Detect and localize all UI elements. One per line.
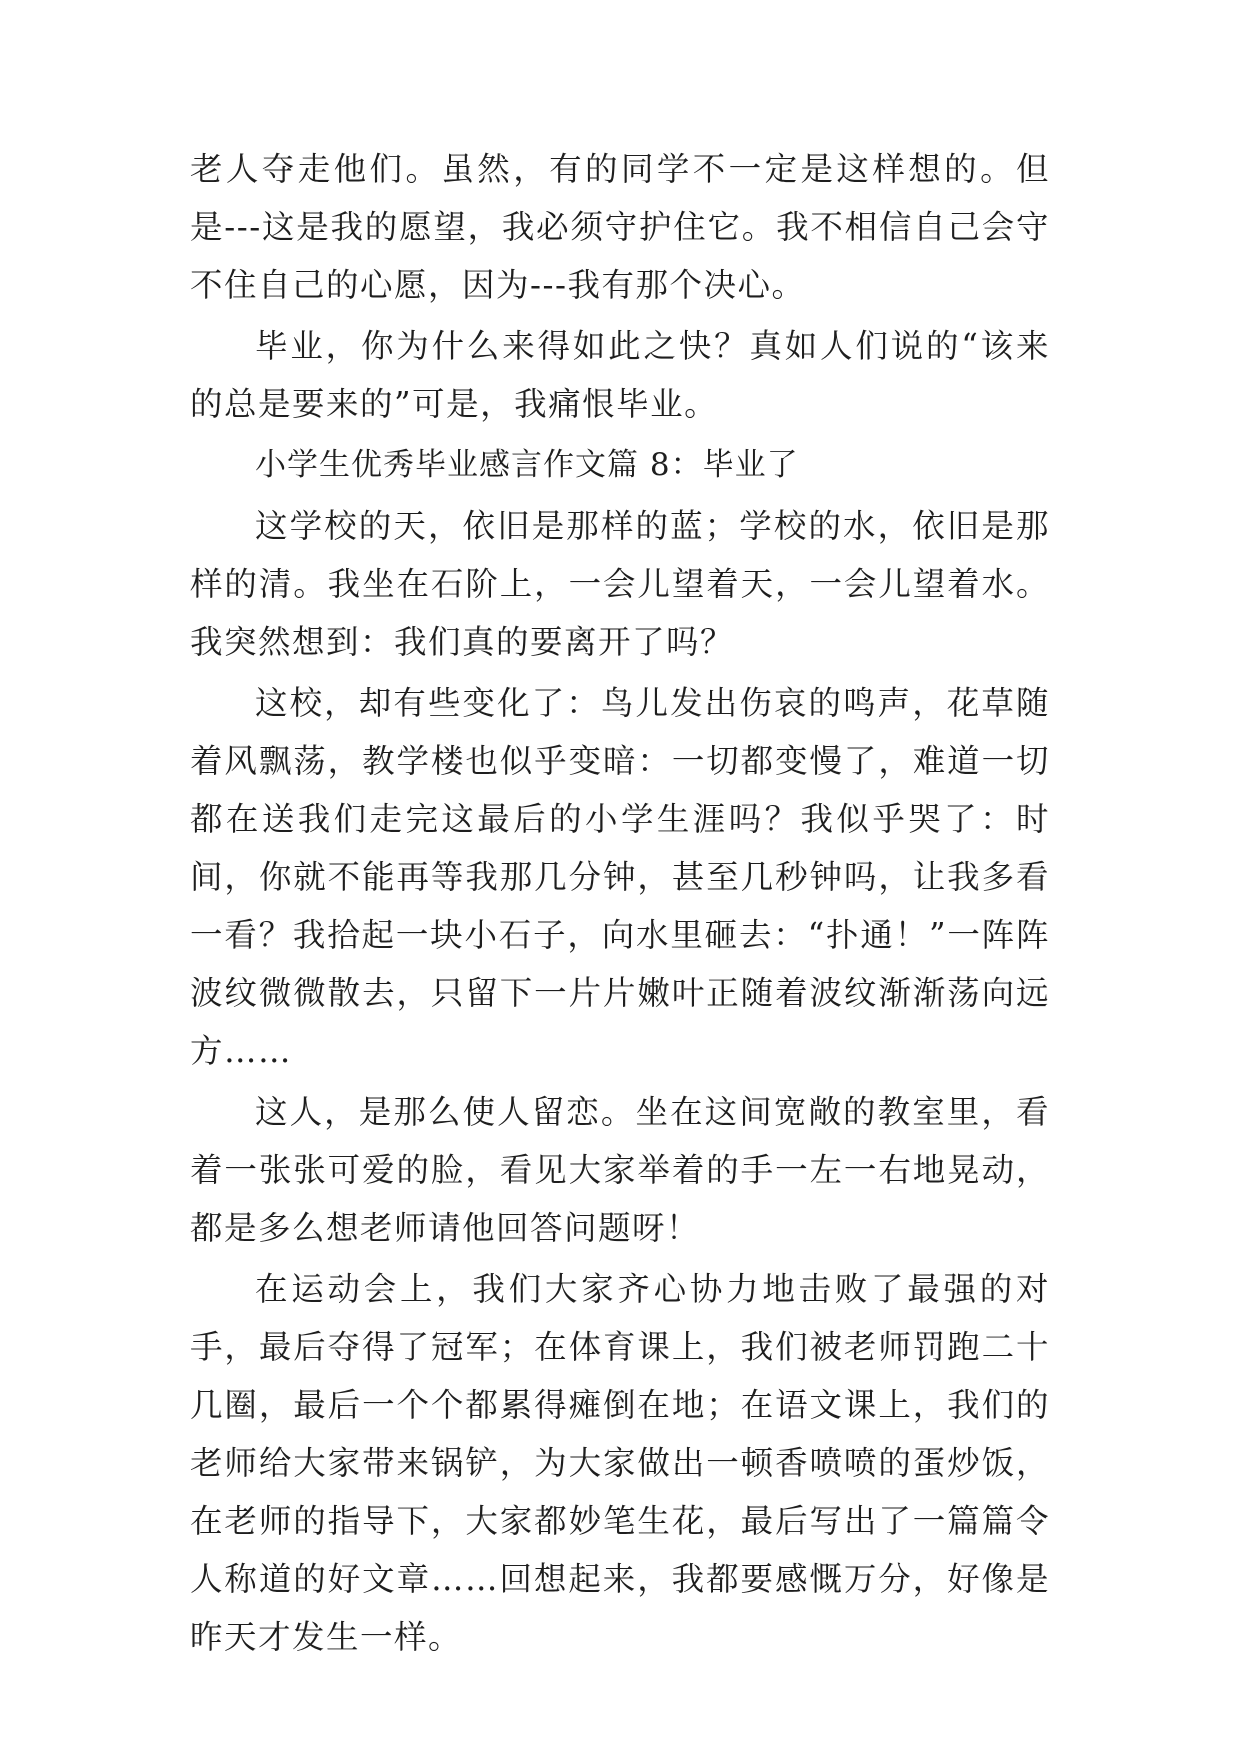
section-title: 小学生优秀毕业感言作文篇 8：毕业了	[255, 447, 799, 483]
paragraph-memories: 在运动会上，我们大家齐心协力地击败了最强的对手，最后夺得了冠军；在体育课上，我们被老师罚跑二十几圈，最后一个个都累得瘫倒在地；在语文课上，我们的老师给大家带来锅铲，为大家做出一顿香喷喷的蛋炒饭，在老师的指导下，大家都妙笔生花，最后写出了一篇篇令人称道的好文章……回想起来，我都要感慨万分，好像是昨天才发生一样。	[190, 1270, 1050, 1656]
document-page	[190, 140, 1050, 1669]
paragraph-school-changes: 这校，却有些变化了：鸟儿发出伤哀的鸣声，花草随着风飘荡，教学楼也似乎变暗：一切都变慢了，难道一切都在送我们走完这最后的小学生涯吗？我似乎哭了：时间，你就不能再等我那几分钟，甚至几秒钟吗，让我多看一看？我拾起一块小石子，向水里砸去：“扑通！”一阵阵波纹微微散去，只留下一片片嫩叶正随着波纹渐渐荡向远方……	[190, 684, 1050, 1070]
paragraph-people: 这人，是那么使人留恋。坐在这间宽敞的教室里，看着一张张可爱的脸，看见大家举着的手一左一右地晃动，都是多么想老师请他回答问题呀！	[190, 1093, 1050, 1247]
paragraph-school-sky: 这学校的天，依旧是那样的蓝；学校的水，依旧是那样的清。我坐在石阶上，一会儿望着天，一会儿望着水。我突然想到：我们真的要离开了吗？	[190, 507, 1050, 661]
paragraph-continued: 老人夺走他们。虽然，有的同学不一定是这样想的。但是---这是我的愿望，我必须守护住它。我不相信自己会守不住自己的心愿，因为---我有那个决心。	[190, 150, 1050, 304]
paragraph-graduation-question: 毕业，你为什么来得如此之快？真如人们说的“该来的总是要来的”可是，我痛恨毕业。	[190, 327, 1050, 423]
